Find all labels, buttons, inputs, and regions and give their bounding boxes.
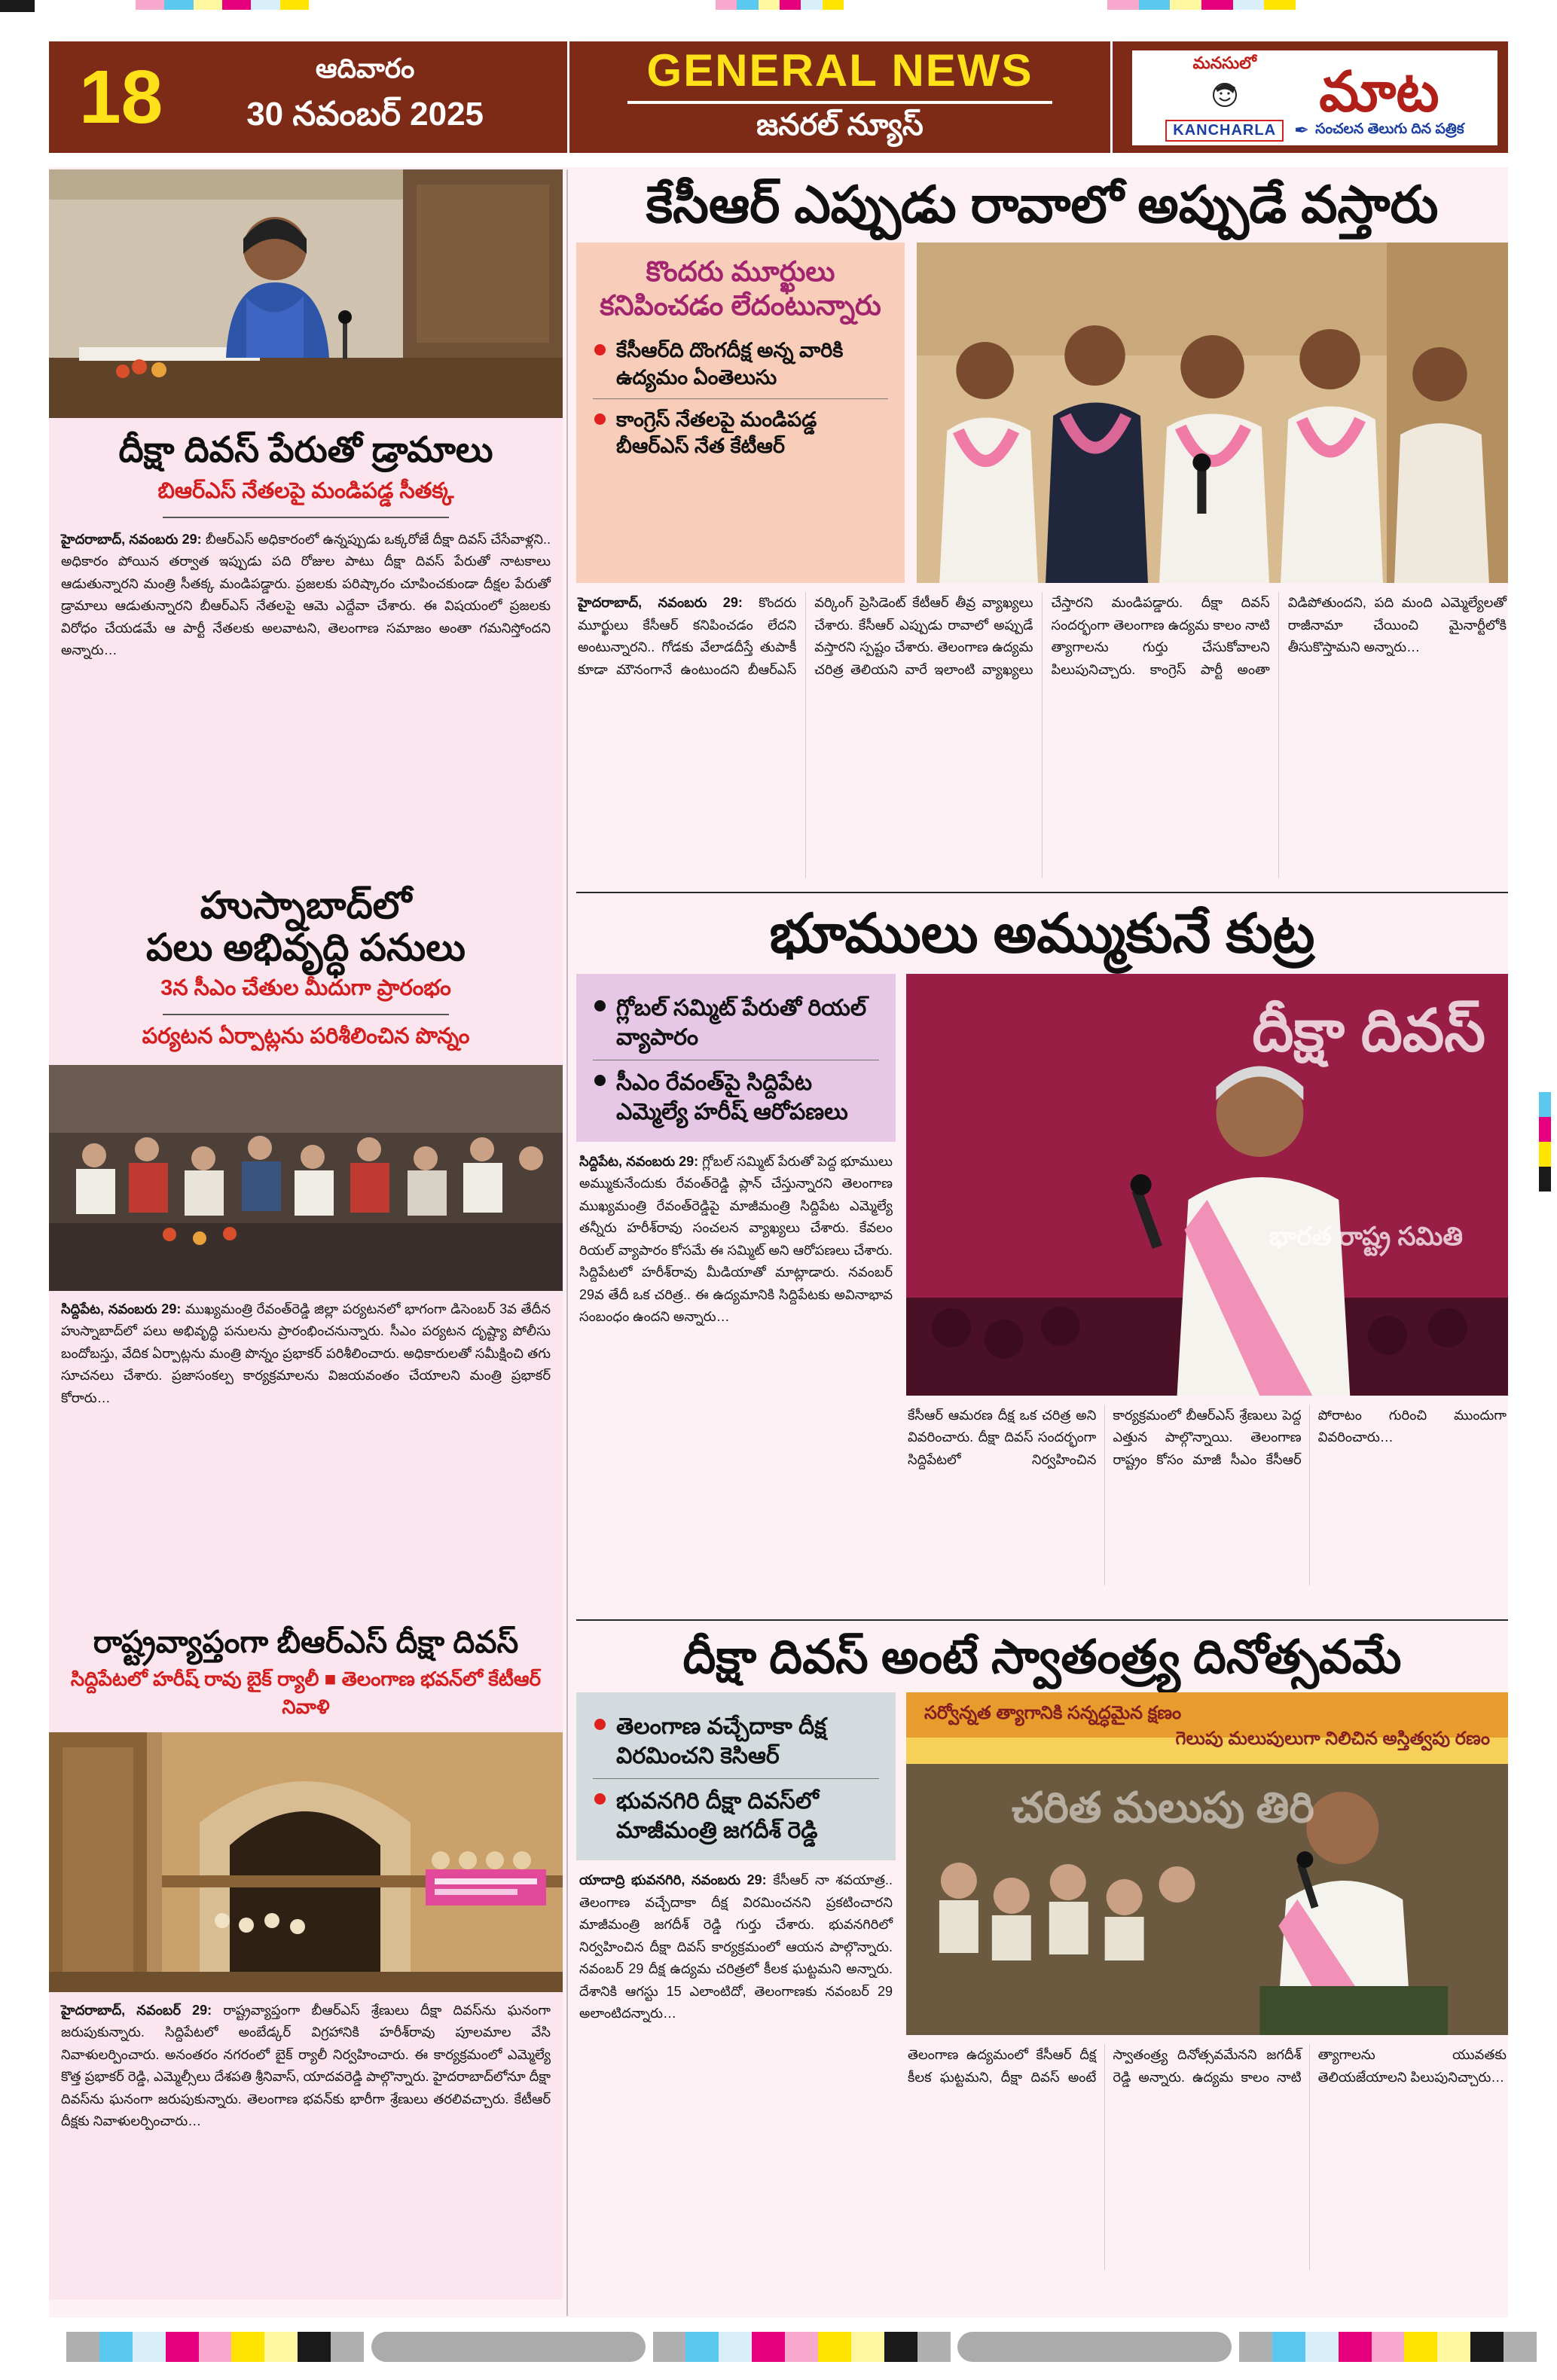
color-swatch [331, 2332, 364, 2362]
section-title-en: GENERAL NEWS [627, 44, 1053, 104]
color-swatch [801, 0, 822, 10]
newspaper-logo [1132, 50, 1497, 145]
color-swatch [1201, 0, 1233, 10]
bullet-item: సీఎం రేవంత్‌పై సిద్దిపేట ఎమ్మెల్యే హరీష్ ఆరోపణలు [593, 1060, 879, 1134]
headline-story3: రాష్ట్రవ్యాప్తంగా బీఆర్ఎస్ దీక్షా దివస్ [93, 1624, 519, 1659]
right-column [576, 175, 1508, 2276]
dateline-jagadish: యాదాద్రి భువనగిరి, నవంబరు 29: [579, 1872, 767, 1888]
color-swatch [716, 0, 737, 10]
gray-bar [371, 2332, 646, 2362]
subhead-story3: సిద్దిపేటలో హరీష్ రావు బైక్ ర్యాలీ ■ తెలంగాణ భవన్‌లో కేటీఆర్ నివాళి [70, 1667, 542, 1718]
bullet-item: గ్లోబల్ సమ్మిట్ పేరుతో రియల్ వ్యాపారం [593, 986, 879, 1060]
color-swatch [1504, 2332, 1537, 2362]
color-swatch [884, 2332, 917, 2362]
color-swatch [1404, 2332, 1437, 2362]
edge-color-bar [1539, 1092, 1551, 1192]
subhead-rule [163, 517, 449, 518]
color-swatch [199, 2332, 232, 2362]
dateline-story3: హైదరాబాద్, నవంబర్ 29: [61, 2002, 212, 2018]
subhead2-story2: పర్యటన ఏర్పాట్లను పరిశీలించిన పొన్నం [142, 1024, 470, 1048]
color-swatch [133, 2332, 166, 2362]
color-swatch [1539, 1142, 1551, 1167]
color-swatch [164, 0, 193, 10]
color-swatch [222, 0, 251, 10]
color-swatch [280, 0, 309, 10]
color-swatch [818, 2332, 851, 2362]
masthead-date-cell [49, 41, 569, 153]
date: 30 నవంబర్ 2025 [246, 96, 484, 133]
column-divider [566, 169, 568, 2316]
color-swatch [1264, 0, 1296, 10]
bullet-item: భువనగిరి దీక్షా దివస్‌లో మాజీమంత్రి జగదీశ్ రెడ్డి [593, 1778, 879, 1853]
photo-harish-rao-speech [906, 974, 1508, 1396]
masthead-logo-cell [1113, 41, 1508, 153]
color-pattern [1239, 2332, 1537, 2362]
backdrop-text-line2: భారత రాష్ట్ర సమితి [1268, 1222, 1463, 1251]
highlight-title-ktr: కొందరు మూర్ఖులు కనిపించడం లేదంటున్నారు [600, 256, 881, 322]
color-swatch [759, 0, 780, 10]
highlight-box-ktr [576, 243, 905, 583]
headline-story1: దీక్షా దివస్ పేరుతో డ్రామాలు [118, 429, 493, 469]
color-swatch [251, 0, 279, 10]
color-swatch [194, 0, 222, 10]
color-swatch [1139, 0, 1171, 10]
body-text-ktr: కొందరు మూర్ఖులు కేసీఆర్ కనిపించడం లేదని అంటున్నారని.. గోడకు వేలాడదీస్తే తుపాకీ కూడా మౌనంగానే ఉంటుందని బీఆర్ఎస్ వర్కింగ్ ప్రెసిడెంట్ కేటీఆర్ తీవ్ర వ్యాఖ్యలు చేశారు. కేసీఆర్ ఎప్పుడు రావాలో అప్పుడే వస్తారని స్పష్టం చేశారు. తెలంగాణ ఉద్యమ చరిత్ర తెలియని వారే ఇలాంటి వ్యాఖ్యలు చేస్తారని మండిపడ్డారు. దీక్షా దివస్ సందర్భంగా తెలంగాణ ఉద్యమ కాలం నాటి త్యాగాలను గుర్తు చేసుకోవాలని పిలుపునిచ్చారు. కాంగ్రెస్ పార్టీ అంతా విడిపోతుందని, పది మంది ఎమ్మెల్యేలతో రాజీనామా చేయించి మైనార్టీలోకి తీసుకొస్తామని అన్నారు… [578, 595, 1507, 677]
dateline-story1: హైదరాబాద్, నవంబరు 29: [61, 531, 202, 547]
headline-story2: హుస్నాబాద్‌లో పలు అభివృద్ధి పనులు [146, 883, 466, 969]
gray-bar [957, 2332, 1232, 2362]
color-swatch [1170, 0, 1201, 10]
top-color-bar-center [716, 0, 844, 10]
body-text-jagadish-left: కేసీఆర్ నా శవయాత్ర.. తెలంగాణ వచ్చేదాకా దీక్ష విరమించనని ప్రకటించారని మాజీమంత్రి జగదీశ్ రెడ్డి గుర్తు చేశారు. భువనగిరిలో నిర్వహించిన దీక్షా దివస్ కార్యక్రమంలో ఆయన పాల్గొన్నారు. నవంబర్ 29 దీక్ష ఉద్యమ చరిత్రలో కీలక ఘట్టమని అన్నారు. దేశానికి ఆగస్టు 15 ఎలాంటిదో, తెలంగాణకు నవంబర్ 29 అలాంటిదన్నారు… [579, 1872, 893, 2021]
color-swatch [264, 2332, 298, 2362]
dateline-ktr: హైదరాబాద్, నవంబరు 29: [578, 595, 743, 611]
bullet-item: కాంగ్రెస్ నేతలపై మండిపడ్డ బీఆర్ఎస్ నేత కేటీఆర్ [593, 398, 888, 467]
subhead1-story2: 3న సీఎం చేతుల మీదుగా ప్రారంభం [160, 975, 451, 1000]
color-swatch [1233, 0, 1265, 10]
top-color-bar-left [136, 0, 309, 10]
color-swatch [685, 2332, 719, 2362]
color-swatch [752, 2332, 785, 2362]
color-swatch [166, 2332, 199, 2362]
body-ktr [576, 583, 1508, 884]
masthead [49, 41, 1508, 153]
headline-jagadish: దీక్షా దివస్ అంటే స్వాతంత్ర్య దినోత్సవమే [682, 1631, 1402, 1683]
body-text-story3: రాష్ట్రవ్యాప్తంగా బీఆర్ఎస్ శ్రేణులు దీక్షా దివస్‌ను ఘనంగా జరుపుకున్నారు. సిద్దిపేటలో అంబేడ్కర్ విగ్రహానికి హరీశ్‌రావు పూలమాల వేసి నివాళులర్పించారు. అనంతరం నగరంలో బైక్ ర్యాలీ నిర్వహించారు. ఈ కార్యక్రమంలో ఎమ్మెల్యే కొత్త ప్రభాకర్ రెడ్డి, ఎమ్మెల్సీలు దేశపతి శ్రీనివాస్, యాదవరెడ్డి పాల్గొన్నారు. హైదరాబాద్‌లోనూ దీక్షా దివస్‌ను ఘనంగా జరుపుకున్నారు. తెలంగాణ భవన్‌కు భారీగా శ్రేణులు తరలివచ్చారు. కేటీఆర్ దీక్షకు నివాళులర్పించారు… [61, 2002, 551, 2129]
bottom-color-bar [66, 2332, 1537, 2362]
logo-tagline-top: మనసులో [1192, 53, 1256, 72]
color-swatch [99, 2332, 133, 2362]
photo-husnabad-meeting-crowd [49, 1065, 563, 1291]
body-harish-left [576, 1142, 896, 1612]
color-swatch [1339, 2332, 1372, 2362]
color-swatch [231, 2332, 264, 2362]
color-swatch [737, 0, 758, 10]
color-swatch [785, 2332, 818, 2362]
color-swatch [1272, 2332, 1305, 2362]
body-text-harish-right: కేసీఆర్ ఆమరణ దీక్ష ఒక చరిత్ర అని వివరించారు. దీక్షా దివస్ సందర్భంగా సిద్దిపేటలో నిర్వహించిన కార్యక్రమంలో బీఆర్ఎస్ శ్రేణులు పెద్ద ఎత్తున పాల్గొన్నాయి. తెలంగాణ రాష్ట్రం కోసం మాజీ సీఎం కేసీఆర్ పోరాటం గురించి ముందుగా వివరించారు… [908, 1407, 1507, 1467]
registration-tick [0, 0, 35, 12]
banner-text-big: చరిత మలుపు తిరి [1012, 1783, 1314, 1832]
color-swatch [1539, 1117, 1551, 1142]
color-pattern [66, 2332, 364, 2362]
color-swatch [1239, 2332, 1272, 2362]
color-swatch [719, 2332, 752, 2362]
banner-text-line1: సర్వోన్నత త్యాగానికి సన్నద్ధమైన క్షణం [924, 1703, 1182, 1724]
banner-text-line2: గెలుపు మలుపులుగా నిలిచిన అస్తిత్వపు రణం [1175, 1729, 1490, 1750]
color-pattern [653, 2332, 951, 2362]
photo-seethakka-press-meet [49, 169, 563, 418]
story-divider-rule [576, 892, 1508, 893]
logo-brand: KANCHARLA [1165, 120, 1284, 142]
section-banner [569, 41, 1113, 153]
color-swatch [1107, 0, 1139, 10]
logo-tagline: సంచలన తెలుగు దిన పత్రిక [1315, 121, 1464, 137]
body-story2 [49, 1291, 563, 1613]
highlight-box-jagadish [576, 1692, 896, 1860]
photo-jagadish-reddy-podium [906, 1692, 1508, 2035]
dateline-harish: సిద్దిపేట, నవంబరు 29: [579, 1153, 699, 1169]
color-swatch [780, 0, 801, 10]
body-story1 [49, 521, 563, 874]
color-swatch [1372, 2332, 1405, 2362]
subhead-story1: బిఆర్ఎస్ నేతలపై మండిపడ్డ సీతక్క [157, 478, 454, 503]
photo-ktr-garlanded-leaders [917, 243, 1508, 583]
body-harish-right [906, 1396, 1508, 1591]
page-number: 18 [79, 55, 163, 139]
bullet-dot-icon [594, 1000, 606, 1012]
highlight-box-harish [576, 974, 896, 1142]
bullet-dot-icon [594, 1075, 606, 1086]
headline-harish: భూములు అమ్ముకునే కుట్ర [769, 904, 1315, 965]
bullet-item: కేసీఆర్‌ది దొంగదీక్ష అన్న వారికి ఉద్యమం ఏంతెలుసు [593, 330, 888, 398]
backdrop-text-line1: దీక్షా దివస్ [1252, 996, 1485, 1063]
color-swatch [1539, 1167, 1551, 1192]
story-divider-rule [576, 1619, 1508, 1621]
color-swatch [1470, 2332, 1504, 2362]
body-text-story1: బీఆర్ఎస్ అధికారంలో ఉన్నప్పుడు ఒక్కరోజే దీక్షా దివస్ చేసేవాళ్లని.. అధికారం పోయిన తర్వాత ఇప్పుడు పది రోజుల పాటు దీక్షా దివస్ పేరుతో నాటకాలు ఆడుతున్నారని మంత్రి సీతక్క మండిపడ్డారు. ప్రజలకు పరిష్కారం చూపించకుండా దీక్షల పేరుతో డ్రామాలు ఆడుతున్నారని బీఆర్ఎస్ నేతలపై ఆమె ఎద్దేవా చేశారు. ఈ విషయంలో ప్రజలకు విరోధం చేయడమే ఆ పార్టీ నేతలకు అలవాటని, తెలంగాణ సమాజం అంతా గమనిస్తోందని అన్నారు… [61, 531, 551, 658]
color-swatch [823, 0, 844, 10]
color-swatch [66, 2332, 99, 2362]
color-swatch [1539, 1092, 1551, 1117]
top-color-bar-right [1107, 0, 1296, 10]
body-text-harish-left: గ్లోబల్ సమ్మిట్ పేరుతో పెద్ద భూములు అమ్ముకునేందుకు రేవంత్‌రెడ్డి ప్లాన్ చేస్తున్నారని తెలంగాణ ముఖ్యమంత్రి రేవంత్‌రెడ్డిపై మాజీమంత్రి సిద్దిపేట ఎమ్మెల్యే తన్నీరు హరీశ్‌రావు సంచలన వ్యాఖ్యలు చేశారు. కేవలం రియల్ వ్యాపారం కోసమే ఈ సమ్మిట్ అని ఆరోపణలు చేశారు. సిద్దిపేటలో హరీశ్‌రావు మీడియాతో మాట్లాడారు. నవంబర్ 29వ తేదీ ఒక చరిత్ర.. ఈ ఉద్యమానికి సిద్దిపేటకు అవినాభావ సంబంధం ఉందని అన్నారు… [579, 1153, 893, 1325]
bullet-dot-icon [594, 1793, 606, 1805]
logo-title: మాట [1319, 60, 1439, 123]
bullet-dot-icon [594, 344, 606, 355]
subhead-rule [163, 1014, 449, 1015]
color-swatch [1305, 2332, 1339, 2362]
color-swatch [653, 2332, 686, 2362]
bullet-dot-icon [594, 1719, 606, 1730]
pen-nib-icon: ✒ [1294, 121, 1310, 141]
left-column [49, 169, 563, 2299]
color-swatch [917, 2332, 951, 2362]
body-text-jagadish-right: తెలంగాణ ఉద్యమంలో కేసీఆర్ దీక్ష కీలక ఘట్టమని, దీక్షా దివస్ అంటే స్వాతంత్ర్య దినోత్సవమేనని జగదీశ్ రెడ్డి అన్నారు. ఉద్యమ కాలం నాటి త్యాగాలను యువతకు తెలియజేయాలని పిలుపునిచ్చారు… [908, 2047, 1507, 2085]
color-swatch [851, 2332, 884, 2362]
bullet-dot-icon [594, 413, 606, 425]
body-story3 [49, 1992, 563, 2299]
bullet-item: తెలంగాణ వచ్చేదాకా దీక్ష విరమించని కెసిఆర్ [593, 1704, 879, 1778]
section-title-te: జనరల్ న్యూస్ [756, 108, 924, 142]
body-jagadish-right [906, 2035, 1508, 2276]
dateline-story2: సిద్దిపేట, నవంబరు 29: [61, 1301, 182, 1317]
color-swatch [136, 0, 164, 10]
color-swatch [1437, 2332, 1470, 2362]
logo-face-icon [1208, 78, 1241, 118]
weekday: ఆదివారం [315, 53, 415, 84]
headline-ktr: కేసీఆర్ ఎప్పుడు రావాలో అప్పుడే వస్తారు [646, 176, 1439, 233]
photo-monument-deeksha-divas [49, 1732, 563, 1992]
body-text-story2: ముఖ్యమంత్రి రేవంత్‌రెడ్డి జిల్లా పర్యటనలో భాగంగా డిసెంబర్ 3వ తేదీన హుస్నాబాద్‌లో పలు అభివృద్ధి పనులను ప్రారంభించనున్నారు. సీఎం పర్యటన దృష్ట్యా పోలీసు బందోబస్తు, వేదిక ఏర్పాట్లను మంత్రి పొన్నం ప్రభాకర్ పరిశీలించారు. అధికారులతో సమీక్షించి తగు సూచనలు చేశారు. ప్రజాసంకల్ప కార్యక్రమాలను విజయవంతం చేయాలని మంత్రి ప్రభాకర్ కోరారు… [61, 1301, 551, 1405]
body-jagadish-left [576, 1860, 896, 2270]
color-swatch [298, 2332, 331, 2362]
